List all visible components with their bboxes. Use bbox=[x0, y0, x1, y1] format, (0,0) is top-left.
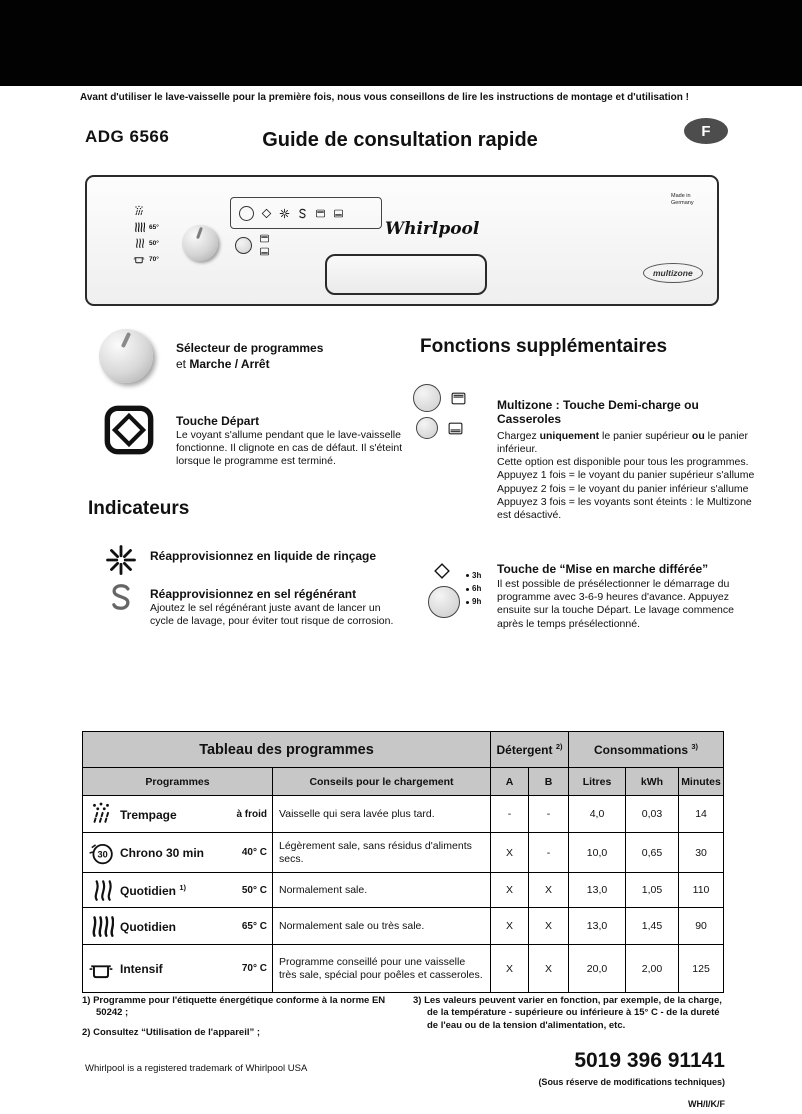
door-handle bbox=[325, 254, 487, 295]
dial-temp-label: 65° bbox=[149, 223, 159, 231]
multizone-line: Appuyez 3 fois = les voyants sont éteints : le Multizone est désactivé. bbox=[497, 495, 752, 522]
cell-litres: 13,0 bbox=[569, 873, 626, 908]
dial-row-50 bbox=[133, 237, 159, 249]
soak-icon bbox=[133, 205, 145, 217]
cell-conseil: Normalement sale. bbox=[273, 873, 491, 908]
program-selector-knob-icon bbox=[99, 329, 153, 383]
notice-text: Avant d'utiliser le lave-vaisselle pour la première fois, nous vous conseillons de lire les instructions de montage et d'utilisation ! bbox=[80, 92, 689, 103]
cell-detergent-b: - bbox=[529, 796, 569, 833]
program-name: Chrono 30 min bbox=[120, 846, 205, 860]
dial-temp-label: 50° bbox=[149, 239, 159, 247]
control-panel-figure bbox=[85, 175, 719, 306]
multizone-section bbox=[497, 398, 761, 522]
footnote-1: 1) Programme pour l'étiquette énergétique conforme à la norme EN 50242 ; bbox=[82, 995, 386, 1019]
col-litres: Litres bbox=[569, 768, 626, 796]
whirlpool-logo: Whirlpool bbox=[385, 219, 480, 239]
pot-icon bbox=[133, 253, 145, 265]
multizone-charge-line: Chargez uniquement le panier supérieur ou le panier inférieur. bbox=[497, 429, 748, 455]
multizone-body bbox=[497, 430, 761, 523]
program-table bbox=[82, 731, 724, 993]
multizone-line: Appuyez 1 fois = le voyant du panier supérieur s'allume bbox=[497, 469, 755, 482]
col-minutes: Minutes bbox=[679, 768, 724, 796]
cell-minutes: 30 bbox=[679, 833, 724, 873]
cell-detergent-b: X bbox=[529, 945, 569, 993]
cell-detergent-a: X bbox=[491, 873, 529, 908]
cell-detergent-a: - bbox=[491, 796, 529, 833]
delay-diamond-icon bbox=[433, 562, 451, 580]
upper-basket-icon bbox=[450, 390, 467, 407]
cell-kwh: 0,03 bbox=[626, 796, 679, 833]
cell-litres: 10,0 bbox=[569, 833, 626, 873]
cell-minutes: 125 bbox=[679, 945, 724, 993]
selector-subtitle: et Marche / Arrêt bbox=[176, 356, 270, 371]
rinse-aid-title: Réapprovisionnez en liquide de rinçage bbox=[150, 549, 377, 563]
cell-litres: 13,0 bbox=[569, 908, 626, 945]
panel-display bbox=[230, 197, 382, 229]
delayed-start-title: Touche de “Mise en marche différée” bbox=[497, 562, 709, 576]
delay-diamond-icon bbox=[261, 208, 272, 219]
program-name: Trempage bbox=[120, 807, 177, 822]
selector-label bbox=[176, 341, 323, 372]
salt-icon bbox=[106, 580, 136, 614]
soak-icon bbox=[88, 801, 114, 827]
cell-detergent-b: X bbox=[529, 873, 569, 908]
footnotes-left bbox=[82, 995, 404, 1046]
cell-kwh: 1,05 bbox=[626, 873, 679, 908]
cell-detergent-b: - bbox=[529, 833, 569, 873]
waves-strong-icon bbox=[88, 913, 114, 939]
multizone-button-icon bbox=[413, 384, 441, 412]
lower-basket-icon bbox=[259, 246, 270, 257]
cell-kwh: 0,65 bbox=[626, 833, 679, 873]
fonctions-heading: Fonctions supplémentaires bbox=[420, 336, 668, 357]
selector-title: Sélecteur de programmes bbox=[176, 341, 324, 355]
start-button-icon bbox=[104, 405, 154, 455]
col-programmes: Programmes bbox=[83, 768, 273, 796]
cell-litres: 4,0 bbox=[569, 796, 626, 833]
program-name: Intensif bbox=[120, 962, 163, 976]
salt-icon bbox=[297, 208, 308, 219]
delayed-start-section bbox=[497, 562, 763, 631]
language-badge: F bbox=[684, 118, 728, 144]
page-title: Guide de consultation rapide bbox=[262, 129, 538, 151]
program-selector-knob-icon bbox=[182, 225, 218, 261]
program-temp: à froid bbox=[236, 808, 267, 820]
dial-row-soak bbox=[133, 205, 159, 217]
dial-temp-label: 70° bbox=[149, 255, 159, 263]
rinse-aid-icon bbox=[279, 208, 290, 219]
table-row bbox=[83, 873, 724, 908]
trademark-line: Whirlpool is a registered trademark of Whirlpool USA bbox=[85, 1063, 308, 1074]
led-dot-icon bbox=[466, 588, 469, 591]
depart-description: Le voyant s'allume pendant que le lave-vaisselle fonctionne. Il clignote en cas de défaut. Il s'éteint lorsque le programme est terminé. bbox=[176, 429, 403, 468]
multizone-title: Multizone : Touche Demi-charge ou Casseroles bbox=[497, 398, 699, 427]
cell-litres: 20,0 bbox=[569, 945, 626, 993]
multizone-button-icon bbox=[416, 417, 438, 439]
modifications-note: (Sous réserve de modifications techniques) bbox=[538, 1077, 725, 1087]
multizone-buttons-icon bbox=[413, 384, 499, 444]
led-dot-icon bbox=[466, 601, 469, 604]
cell-conseil: Normalement sale ou très sale. bbox=[273, 908, 491, 945]
program-temp: 50° C bbox=[241, 884, 267, 896]
waves-icon bbox=[88, 877, 114, 903]
cell-kwh: 2,00 bbox=[626, 945, 679, 993]
part-number: 5019 396 91141 bbox=[574, 1049, 725, 1072]
cell-minutes: 14 bbox=[679, 796, 724, 833]
lower-basket-icon bbox=[333, 208, 344, 219]
footnote-3: 3) Les valeurs peuvent varier en fonction, par exemple, de la charge, de la température - supérieure ou inférieure à 15° C - de la dureté de l'eau ou de la tension d'alimentation, etc. bbox=[413, 995, 722, 1031]
waves-icon bbox=[133, 237, 145, 249]
delay-hours: 3h 6h 9h bbox=[466, 569, 481, 609]
footnotes-right bbox=[413, 995, 731, 1039]
depart-title: Touche Départ bbox=[176, 414, 260, 428]
waves-strong-icon bbox=[133, 221, 145, 233]
cell-minutes: 110 bbox=[679, 873, 724, 908]
cell-conseil: Vaisselle qui sera lavée plus tard. bbox=[273, 796, 491, 833]
program-name: Quotidien bbox=[120, 919, 176, 934]
multizone-buttons bbox=[259, 233, 270, 257]
table-row bbox=[83, 796, 724, 833]
salt-title: Réapprovisionnez en sel régénérant bbox=[150, 587, 357, 601]
cell-kwh: 1,45 bbox=[626, 908, 679, 945]
footnote-2: 2) Consultez “Utilisation de l'appareil” ; bbox=[82, 1026, 261, 1038]
led-dot-icon bbox=[466, 574, 469, 577]
dial-row-70 bbox=[133, 253, 159, 265]
program-temp: 70° C bbox=[241, 963, 267, 974]
panel-dial-icons bbox=[133, 205, 159, 265]
lower-basket-icon bbox=[447, 420, 464, 437]
cell-conseil: Programme conseillé pour une vaisselle très sale, spécial pour poêles et casseroles. bbox=[273, 945, 491, 993]
salt-description: Ajoutez le sel régénérant juste avant de lancer un cycle de lavage, pour éviter tout risque de corrosion. bbox=[150, 602, 394, 628]
indicateurs-heading: Indicateurs bbox=[88, 498, 190, 519]
delayed-start-icon bbox=[428, 562, 492, 628]
cell-detergent-b: X bbox=[529, 908, 569, 945]
cell-detergent-a: X bbox=[491, 908, 529, 945]
col-a: A bbox=[491, 768, 529, 796]
program-name: Quotidien $^{1)}$ bbox=[120, 882, 187, 898]
model-number: ADG 6566 bbox=[85, 127, 170, 146]
multizone-line: Cette option est disponible pour tous les programmes. bbox=[497, 456, 749, 469]
power-button-icon bbox=[239, 206, 254, 221]
cell-conseil: Légèrement sale, sans résidus d'aliments secs. bbox=[273, 833, 491, 873]
upper-basket-icon bbox=[259, 233, 270, 244]
program-temp: 40° C bbox=[241, 847, 267, 858]
table-title: Tableau des programmes bbox=[83, 732, 491, 768]
rinse-aid-icon bbox=[104, 543, 138, 577]
dial-row-65 bbox=[133, 221, 159, 233]
cell-detergent-a: X bbox=[491, 945, 529, 993]
col-kwh: kWh bbox=[626, 768, 679, 796]
table-row bbox=[83, 833, 724, 873]
start-button-icon bbox=[235, 237, 252, 254]
top-black-band bbox=[0, 0, 802, 86]
table-row bbox=[83, 908, 724, 945]
delayed-start-body: Il est possible de présélectionner le démarrage du programme avec 3-6-9 heures d'avance. Appuyez ensuite sur la touche Départ. Le lavage commence après le temps présélectionné. bbox=[497, 578, 734, 630]
upper-basket-icon bbox=[315, 208, 326, 219]
pot-icon bbox=[88, 956, 114, 982]
table-row bbox=[83, 945, 724, 993]
clock30-icon bbox=[88, 840, 114, 866]
program-temp: 65° C bbox=[241, 920, 267, 932]
made-in-label: Made in Germany bbox=[671, 193, 694, 206]
cell-detergent-a: X bbox=[491, 833, 529, 873]
consommations-header: Consommations $^{3)}$ bbox=[569, 732, 724, 768]
multizone-logo: multizone bbox=[643, 263, 703, 283]
cell-minutes: 90 bbox=[679, 908, 724, 945]
document-code: WH/I/K/F bbox=[688, 1099, 725, 1109]
multizone-line: Appuyez 2 fois = le voyant du panier inférieur s'allume bbox=[497, 482, 749, 495]
delay-button-icon bbox=[428, 586, 460, 618]
col-conseils: Conseils pour le chargement bbox=[273, 768, 491, 796]
col-b: B bbox=[529, 768, 569, 796]
detergent-header: Détergent $^{2)}$ bbox=[491, 732, 569, 768]
